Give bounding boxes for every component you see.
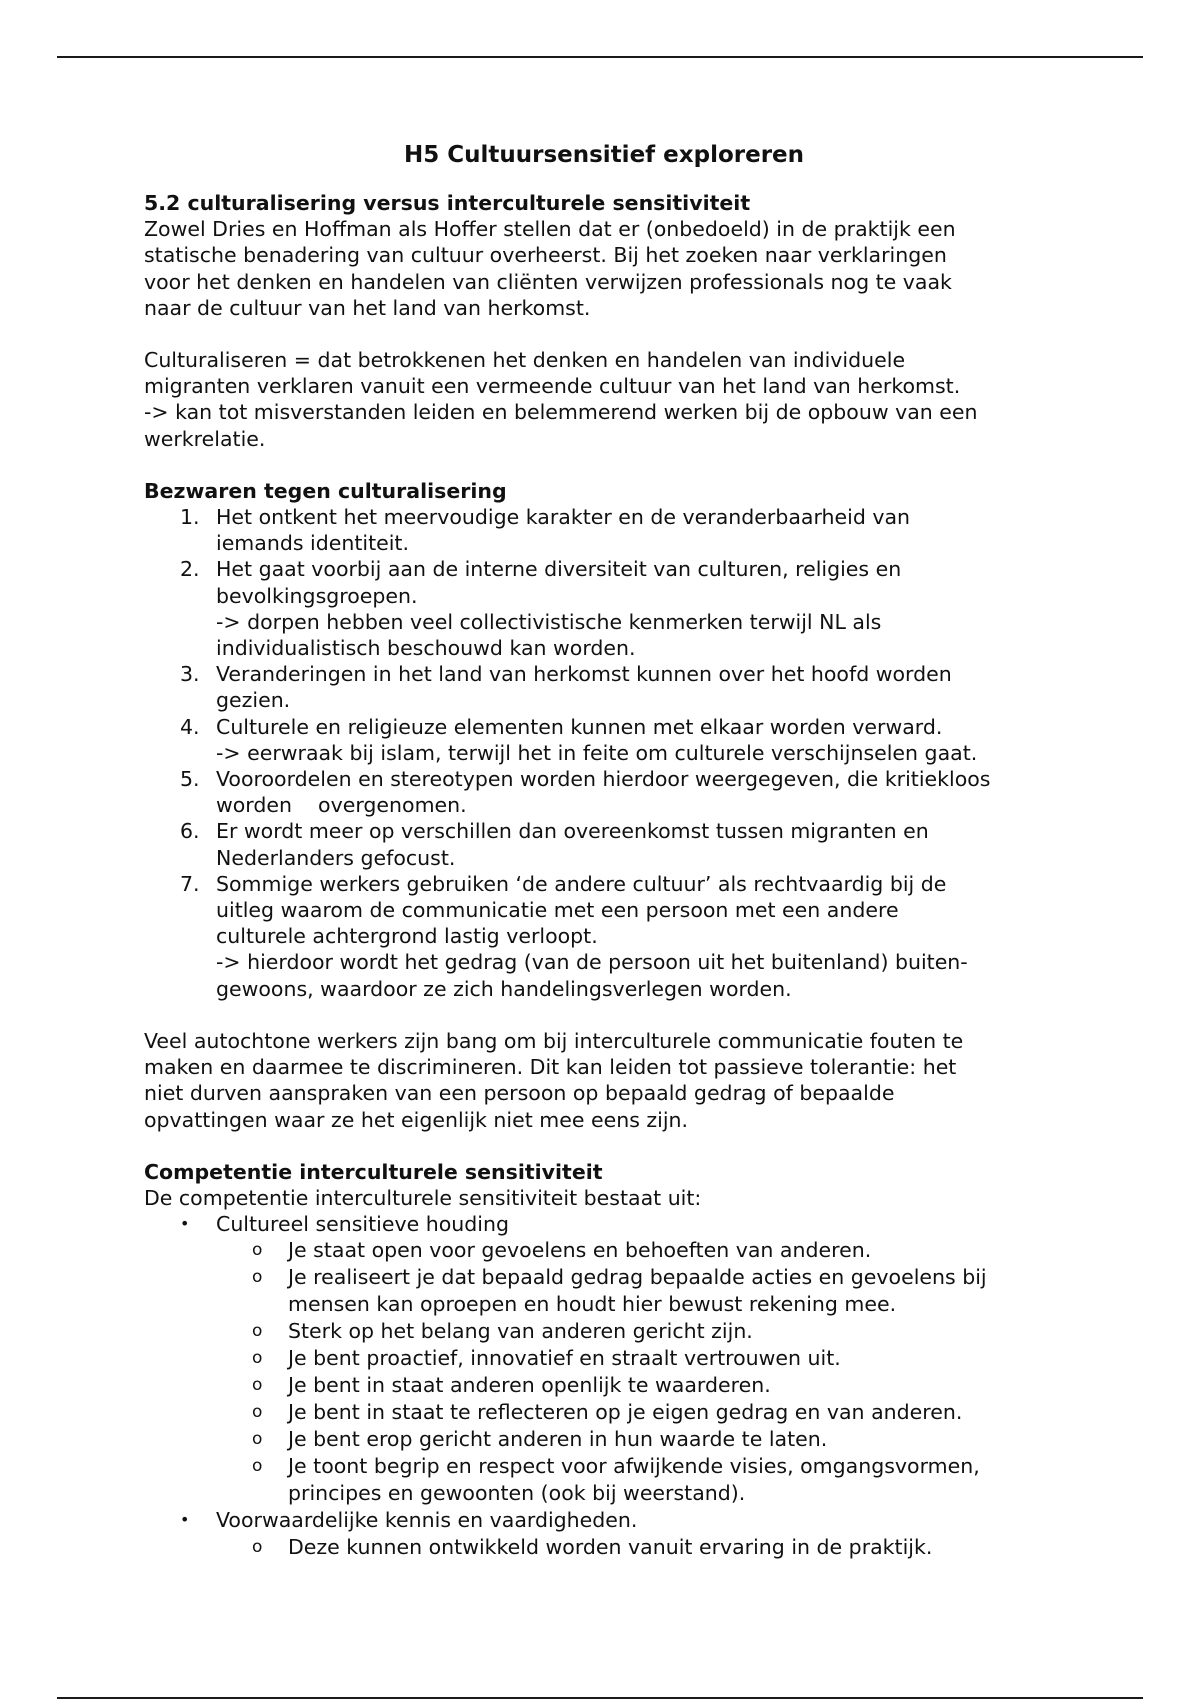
list-line: uitleg waarom de communicatie met een persoon met een andere — [216, 898, 899, 923]
list-line: Vooroordelen en stereotypen worden hierdoor weergegeven, die kritiekloos — [216, 767, 991, 792]
list-number: 7. — [180, 871, 200, 896]
list-line: Je bent proactief, innovatief en straalt vertrouwen uit. — [288, 1346, 841, 1371]
list-item — [144, 661, 1064, 713]
list-item — [144, 818, 1064, 870]
header-rule — [57, 56, 1143, 58]
sub-list-item — [216, 1426, 1064, 1453]
list-line: mensen kan oproepen en houdt hier bewust rekening mee. — [288, 1292, 897, 1317]
paragraph-line: Culturaliseren = dat betrokkenen het denken en handelen van individuele — [144, 348, 906, 373]
paragraph-line: niet durven aanspraken van een persoon op bepaald gedrag of bepaalde — [144, 1081, 895, 1106]
list-number: 2. — [180, 557, 200, 582]
spacer — [144, 452, 1064, 478]
sub-list-item — [216, 1318, 1064, 1345]
list-line: principes en gewoonten (ook bij weerstand). — [288, 1481, 746, 1506]
circle-bullet-icon: o — [252, 1402, 263, 1423]
list-item — [144, 1211, 1064, 1507]
list-line: worden overgenomen. — [216, 793, 467, 818]
circle-bullet-icon: o — [252, 1456, 263, 1477]
list-label: Voorwaardelijke kennis en vaardigheden. — [216, 1508, 638, 1533]
list-label: Cultureel sensitieve houding — [216, 1212, 509, 1237]
competence-list — [144, 1211, 1064, 1560]
list-line: Je bent in staat anderen openlijk te waarderen. — [288, 1373, 771, 1398]
circle-bullet-icon: o — [252, 1321, 263, 1342]
list-number: 1. — [180, 505, 200, 530]
paragraph-line: statische benadering van cultuur overheerst. Bij het zoeken naar verklaringen — [144, 243, 947, 268]
sub-list-item — [216, 1372, 1064, 1399]
list-line: Je bent in staat te reflecteren op je eigen gedrag en van anderen. — [288, 1400, 963, 1425]
paragraph-line: werkrelatie. — [144, 426, 266, 451]
bullet-icon: • — [180, 1510, 190, 1530]
list-line: Het gaat voorbij aan de interne diversiteit van culturen, religies en — [216, 557, 902, 582]
sub-list-item — [216, 1264, 1064, 1318]
document-body — [144, 140, 1064, 1561]
circle-bullet-icon: o — [252, 1240, 263, 1261]
list-item — [144, 766, 1064, 818]
list-line: culturele achtergrond lastig verloopt. — [216, 924, 598, 949]
definition-paragraph — [144, 347, 1064, 452]
list-line: gewoons, waardoor ze zich handelingsverlegen worden. — [216, 976, 792, 1001]
competence-intro: De competentie interculturele sensitiviteit bestaat uit: — [144, 1185, 702, 1210]
paragraph-line: Zowel Dries en Hoffman als Hoffer stellen dat er (onbedoeld) in de praktijk een — [144, 217, 956, 242]
list-item — [144, 871, 1064, 1002]
paragraph-line: -> kan tot misverstanden leiden en belemmerend werken bij de opbouw van een — [144, 400, 978, 425]
circle-bullet-icon: o — [252, 1348, 263, 1369]
list-line: bevolkingsgroepen. — [216, 583, 418, 608]
objections-heading: Bezwaren tegen culturalisering — [144, 478, 507, 503]
paragraph-line: maken en daarmee te discrimineren. Dit kan leiden tot passieve tolerantie: het — [144, 1055, 957, 1080]
list-line: Culturele en religieuze elementen kunnen met elkaar worden verward. — [216, 714, 943, 739]
list-line: Het ontkent het meervoudige karakter en de veranderbaarheid van — [216, 505, 911, 530]
list-line: Sterk op het belang van anderen gericht zijn. — [288, 1319, 753, 1344]
section-paragraph — [144, 216, 1064, 321]
list-line: Je staat open voor gevoelens en behoeften van anderen. — [288, 1238, 872, 1263]
list-line: gezien. — [216, 688, 291, 713]
circle-bullet-icon: o — [252, 1375, 263, 1396]
sub-list-item — [216, 1399, 1064, 1426]
list-item — [144, 556, 1064, 661]
list-line: Je realiseert je dat bepaald gedrag bepaalde acties en gevoelens bij — [288, 1265, 987, 1290]
list-number: 4. — [180, 714, 200, 739]
competence-heading: Competentie interculturele sensitiviteit — [144, 1159, 603, 1184]
list-line: Je toont begrip en respect voor afwijkende visies, omgangsvormen, — [288, 1454, 980, 1479]
list-line: Nederlanders gefocust. — [216, 845, 456, 870]
sub-list-item — [216, 1237, 1064, 1264]
list-line: Veranderingen in het land van herkomst kunnen over het hoofd worden — [216, 662, 952, 687]
list-line: Sommige werkers gebruiken ‘de andere cultuur’ als rechtvaardig bij de — [216, 871, 947, 896]
sub-list-item — [216, 1534, 1064, 1561]
paragraph-line: opvattingen waar ze het eigenlijk niet mee eens zijn. — [144, 1107, 689, 1132]
list-line: iemands identiteit. — [216, 531, 409, 556]
list-line: Deze kunnen ontwikkeld worden vanuit ervaring in de praktijk. — [288, 1534, 933, 1559]
sub-list-item — [216, 1345, 1064, 1372]
sub-list — [216, 1237, 1064, 1507]
tolerance-paragraph — [144, 1028, 1064, 1133]
list-item — [144, 1507, 1064, 1560]
paragraph-line: Veel autochtone werkers zijn bang om bij interculturele communicatie fouten te — [144, 1028, 964, 1053]
objections-list — [144, 504, 1064, 1002]
list-item — [144, 714, 1064, 766]
paragraph-line: voor het denken en handelen van cliënten verwijzen professionals nog te vaak — [144, 269, 952, 294]
spacer — [144, 1133, 1064, 1159]
spacer — [144, 321, 1064, 347]
list-line: Je bent erop gericht anderen in hun waarde te laten. — [288, 1427, 828, 1452]
page-title: H5 Cultuursensitief exploreren — [403, 142, 805, 168]
spacer — [144, 1002, 1064, 1028]
footer-rule — [57, 1697, 1143, 1699]
list-line: -> eerwraak bij islam, terwijl het in feite om culturele verschijnselen gaat. — [216, 740, 978, 765]
paragraph-line: naar de cultuur van het land van herkomst. — [144, 295, 591, 320]
circle-bullet-icon: o — [252, 1267, 263, 1288]
sub-list-item — [216, 1453, 1064, 1507]
list-line: -> dorpen hebben veel collectivistische kenmerken terwijl NL als — [216, 609, 882, 634]
circle-bullet-icon: o — [252, 1429, 263, 1450]
section-heading: 5.2 culturalisering versus interculturele sensitiviteit — [144, 191, 751, 215]
list-item — [144, 504, 1064, 556]
list-line: individualistisch beschouwd kan worden. — [216, 636, 636, 661]
list-number: 3. — [180, 662, 200, 687]
bullet-icon: • — [180, 1214, 190, 1234]
circle-bullet-icon: o — [252, 1536, 263, 1557]
paragraph-line: migranten verklaren vanuit een vermeende cultuur van het land van herkomst. — [144, 374, 961, 399]
list-line: Er wordt meer op verschillen dan overeenkomst tussen migranten en — [216, 819, 929, 844]
sub-list — [216, 1534, 1064, 1561]
list-number: 6. — [180, 819, 200, 844]
list-line: -> hierdoor wordt het gedrag (van de persoon uit het buitenland) buiten- — [216, 950, 968, 975]
list-number: 5. — [180, 767, 200, 792]
